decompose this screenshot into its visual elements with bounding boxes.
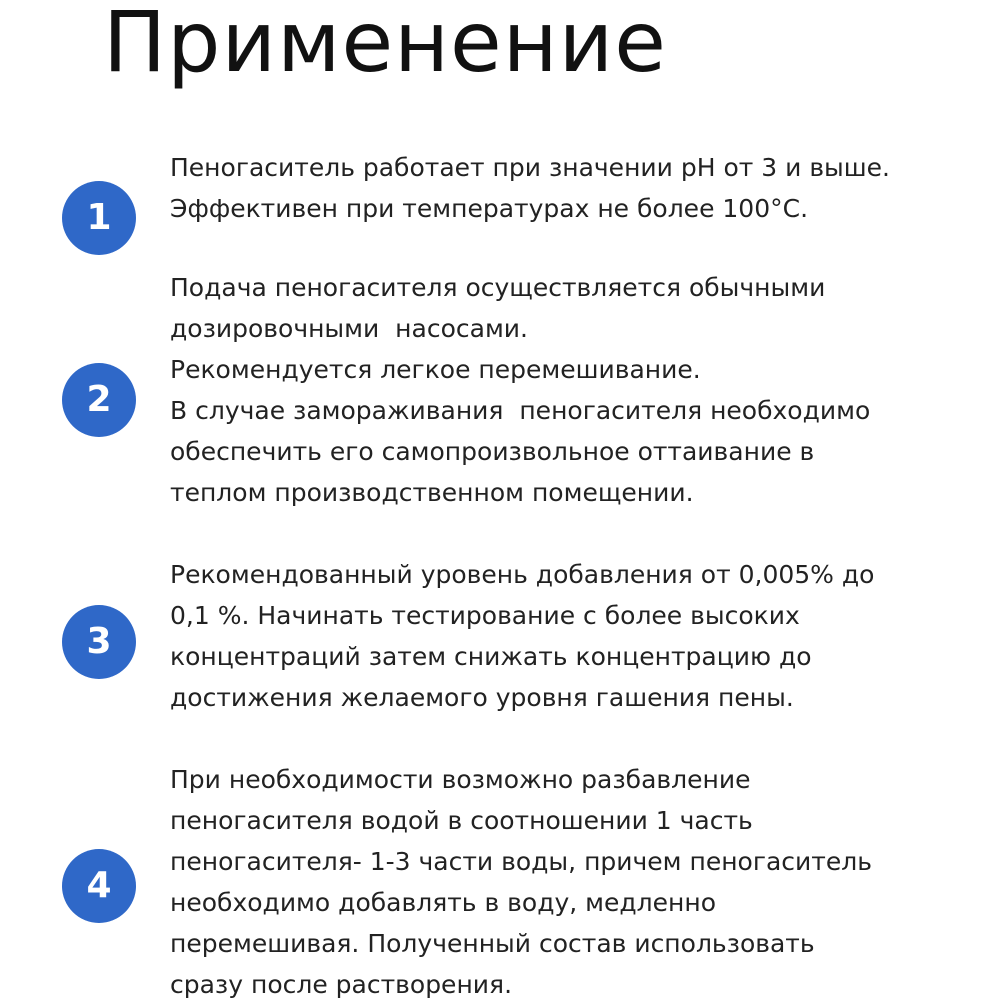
text-line: перемешивая. Полученный состав использовать bbox=[170, 929, 815, 958]
step-text bbox=[170, 759, 990, 1005]
step-text bbox=[170, 554, 990, 718]
step-text bbox=[170, 147, 990, 229]
text-line: Рекомендуется легкое перемешивание. bbox=[170, 355, 701, 384]
text-line: необходимо добавлять в воду, медленно bbox=[170, 888, 717, 917]
text-line: теплом производственном помещении. bbox=[170, 478, 694, 507]
step-number-badge: 3 bbox=[62, 605, 136, 679]
text-line: пеногасителя водой в соотношении 1 часть bbox=[170, 806, 753, 835]
text-line: В случае замораживания пеногасителя необходимо bbox=[170, 396, 871, 425]
step-number-badge: 4 bbox=[62, 849, 136, 923]
step-number-badge: 2 bbox=[62, 363, 136, 437]
text-line: Эффективен при температурах не более 100°С. bbox=[170, 194, 809, 223]
step-text bbox=[170, 267, 990, 513]
text-line: достижения желаемого уровня гашения пены. bbox=[170, 683, 794, 712]
text-line: Пеногаситель работает при значении pH от 3 и выше. bbox=[170, 153, 890, 182]
text-line: Рекомендованный уровень добавления от 0,005% до bbox=[170, 560, 875, 589]
text-line: обеспечить его самопроизвольное оттаивание в bbox=[170, 437, 815, 466]
text-line: дозировочными насосами. bbox=[170, 314, 528, 343]
page-title: Применение bbox=[103, 0, 667, 91]
text-line: пеногасителя- 1-3 части воды, причем пеногаситель bbox=[170, 847, 872, 876]
step-number-badge: 1 bbox=[62, 181, 136, 255]
text-line: При необходимости возможно разбавление bbox=[170, 765, 751, 794]
text-line: Подача пеногасителя осуществляется обычными bbox=[170, 273, 826, 302]
text-line: 0,1 %. Начинать тестирование с более высоких bbox=[170, 601, 800, 630]
text-line: сразу после растворения. bbox=[170, 970, 513, 999]
text-line: концентраций затем снижать концентрацию до bbox=[170, 642, 812, 671]
